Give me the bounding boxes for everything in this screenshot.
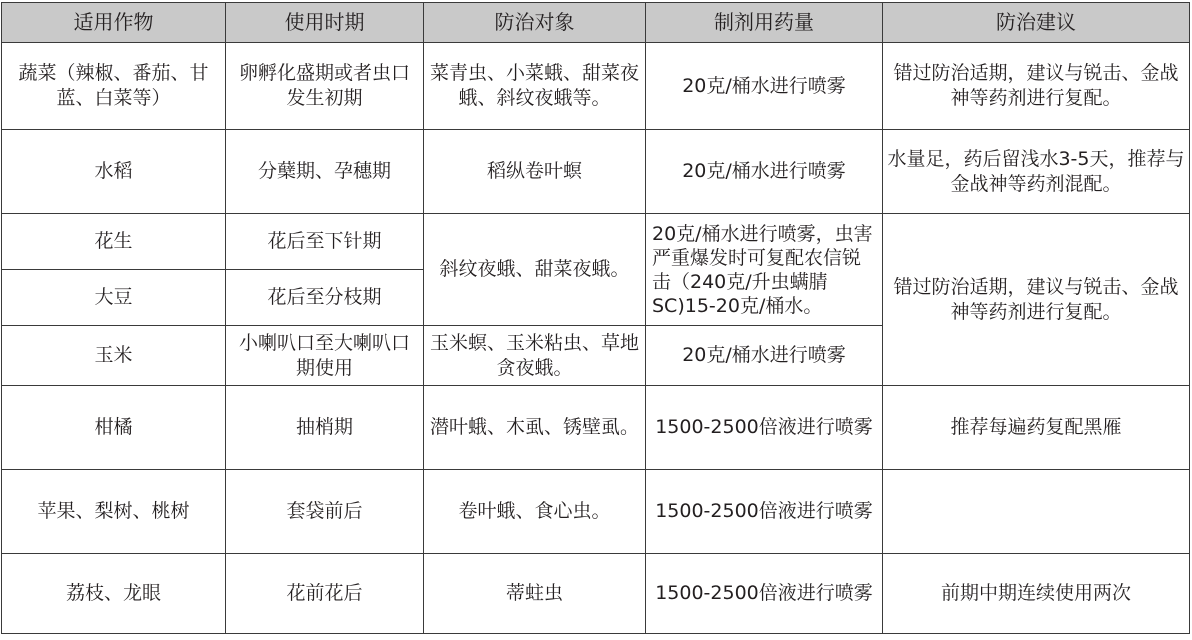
table-row (2, 214, 1190, 270)
cell-dosage: 1500-2500倍液进行喷雾 (646, 554, 883, 634)
cell-advice (883, 470, 1190, 554)
header-target: 防治对象 (424, 3, 646, 43)
cell-target: 菜青虫、小菜蛾、甜菜夜蛾、斜纹夜蛾等。 (424, 43, 646, 130)
cell-period: 分蘖期、孕穗期 (226, 130, 424, 214)
cell-target: 蒂蛀虫 (424, 554, 646, 634)
cell-target: 潜叶蛾、木虱、锈壁虱。 (424, 386, 646, 470)
header-row (2, 3, 1190, 43)
cell-period: 卵孵化盛期或者虫口发生初期 (226, 43, 424, 130)
table-row (2, 470, 1190, 554)
header-period: 使用时期 (226, 3, 424, 43)
cell-dosage: 1500-2500倍液进行喷雾 (646, 386, 883, 470)
cell-crop: 水稻 (2, 130, 226, 214)
cell-crop: 荔枝、龙眼 (2, 554, 226, 634)
cell-advice: 前期中期连续使用两次 (883, 554, 1190, 634)
cell-period: 抽梢期 (226, 386, 424, 470)
pesticide-usage-table-container (1, 2, 1189, 636)
cell-dosage: 20克/桶水进行喷雾 (646, 130, 883, 214)
header-advice: 防治建议 (883, 3, 1190, 43)
cell-target: 斜纹夜蛾、甜菜夜蛾。 (424, 214, 646, 326)
cell-advice: 错过防治适期，建议与锐击、金战神等药剂进行复配。 (883, 214, 1190, 386)
table-row (2, 43, 1190, 130)
cell-period: 花后至下针期 (226, 214, 424, 270)
cell-crop: 苹果、梨树、桃树 (2, 470, 226, 554)
cell-advice: 推荐每遍药复配黑雁 (883, 386, 1190, 470)
cell-target: 卷叶蛾、食心虫。 (424, 470, 646, 554)
cell-period: 花前花后 (226, 554, 424, 634)
header-crop: 适用作物 (2, 3, 226, 43)
header-dosage: 制剂用药量 (646, 3, 883, 43)
cell-crop: 柑橘 (2, 386, 226, 470)
table-row (2, 130, 1190, 214)
cell-dosage: 20克/桶水进行喷雾，虫害严重爆发时可复配农信锐击（240克/升虫螨腈SC)15-20克/桶水。 (646, 214, 883, 326)
table-row (2, 386, 1190, 470)
cell-crop: 大豆 (2, 270, 226, 326)
cell-dosage: 20克/桶水进行喷雾 (646, 43, 883, 130)
cell-period: 套袋前后 (226, 470, 424, 554)
cell-advice: 水量足，药后留浅水3-5天，推荐与金战神等药剂混配。 (883, 130, 1190, 214)
cell-dosage: 1500-2500倍液进行喷雾 (646, 470, 883, 554)
cell-crop: 玉米 (2, 326, 226, 386)
cell-period: 小喇叭口至大喇叭口期使用 (226, 326, 424, 386)
cell-target: 玉米螟、玉米粘虫、草地贪夜蛾。 (424, 326, 646, 386)
cell-period: 花后至分枝期 (226, 270, 424, 326)
cell-advice: 错过防治适期，建议与锐击、金战神等药剂进行复配。 (883, 43, 1190, 130)
table-row (2, 554, 1190, 634)
cell-crop: 蔬菜（辣椒、番茄、甘蓝、白菜等） (2, 43, 226, 130)
pesticide-usage-table (1, 2, 1190, 634)
cell-crop: 花生 (2, 214, 226, 270)
cell-target: 稻纵卷叶螟 (424, 130, 646, 214)
cell-dosage: 20克/桶水进行喷雾 (646, 326, 883, 386)
